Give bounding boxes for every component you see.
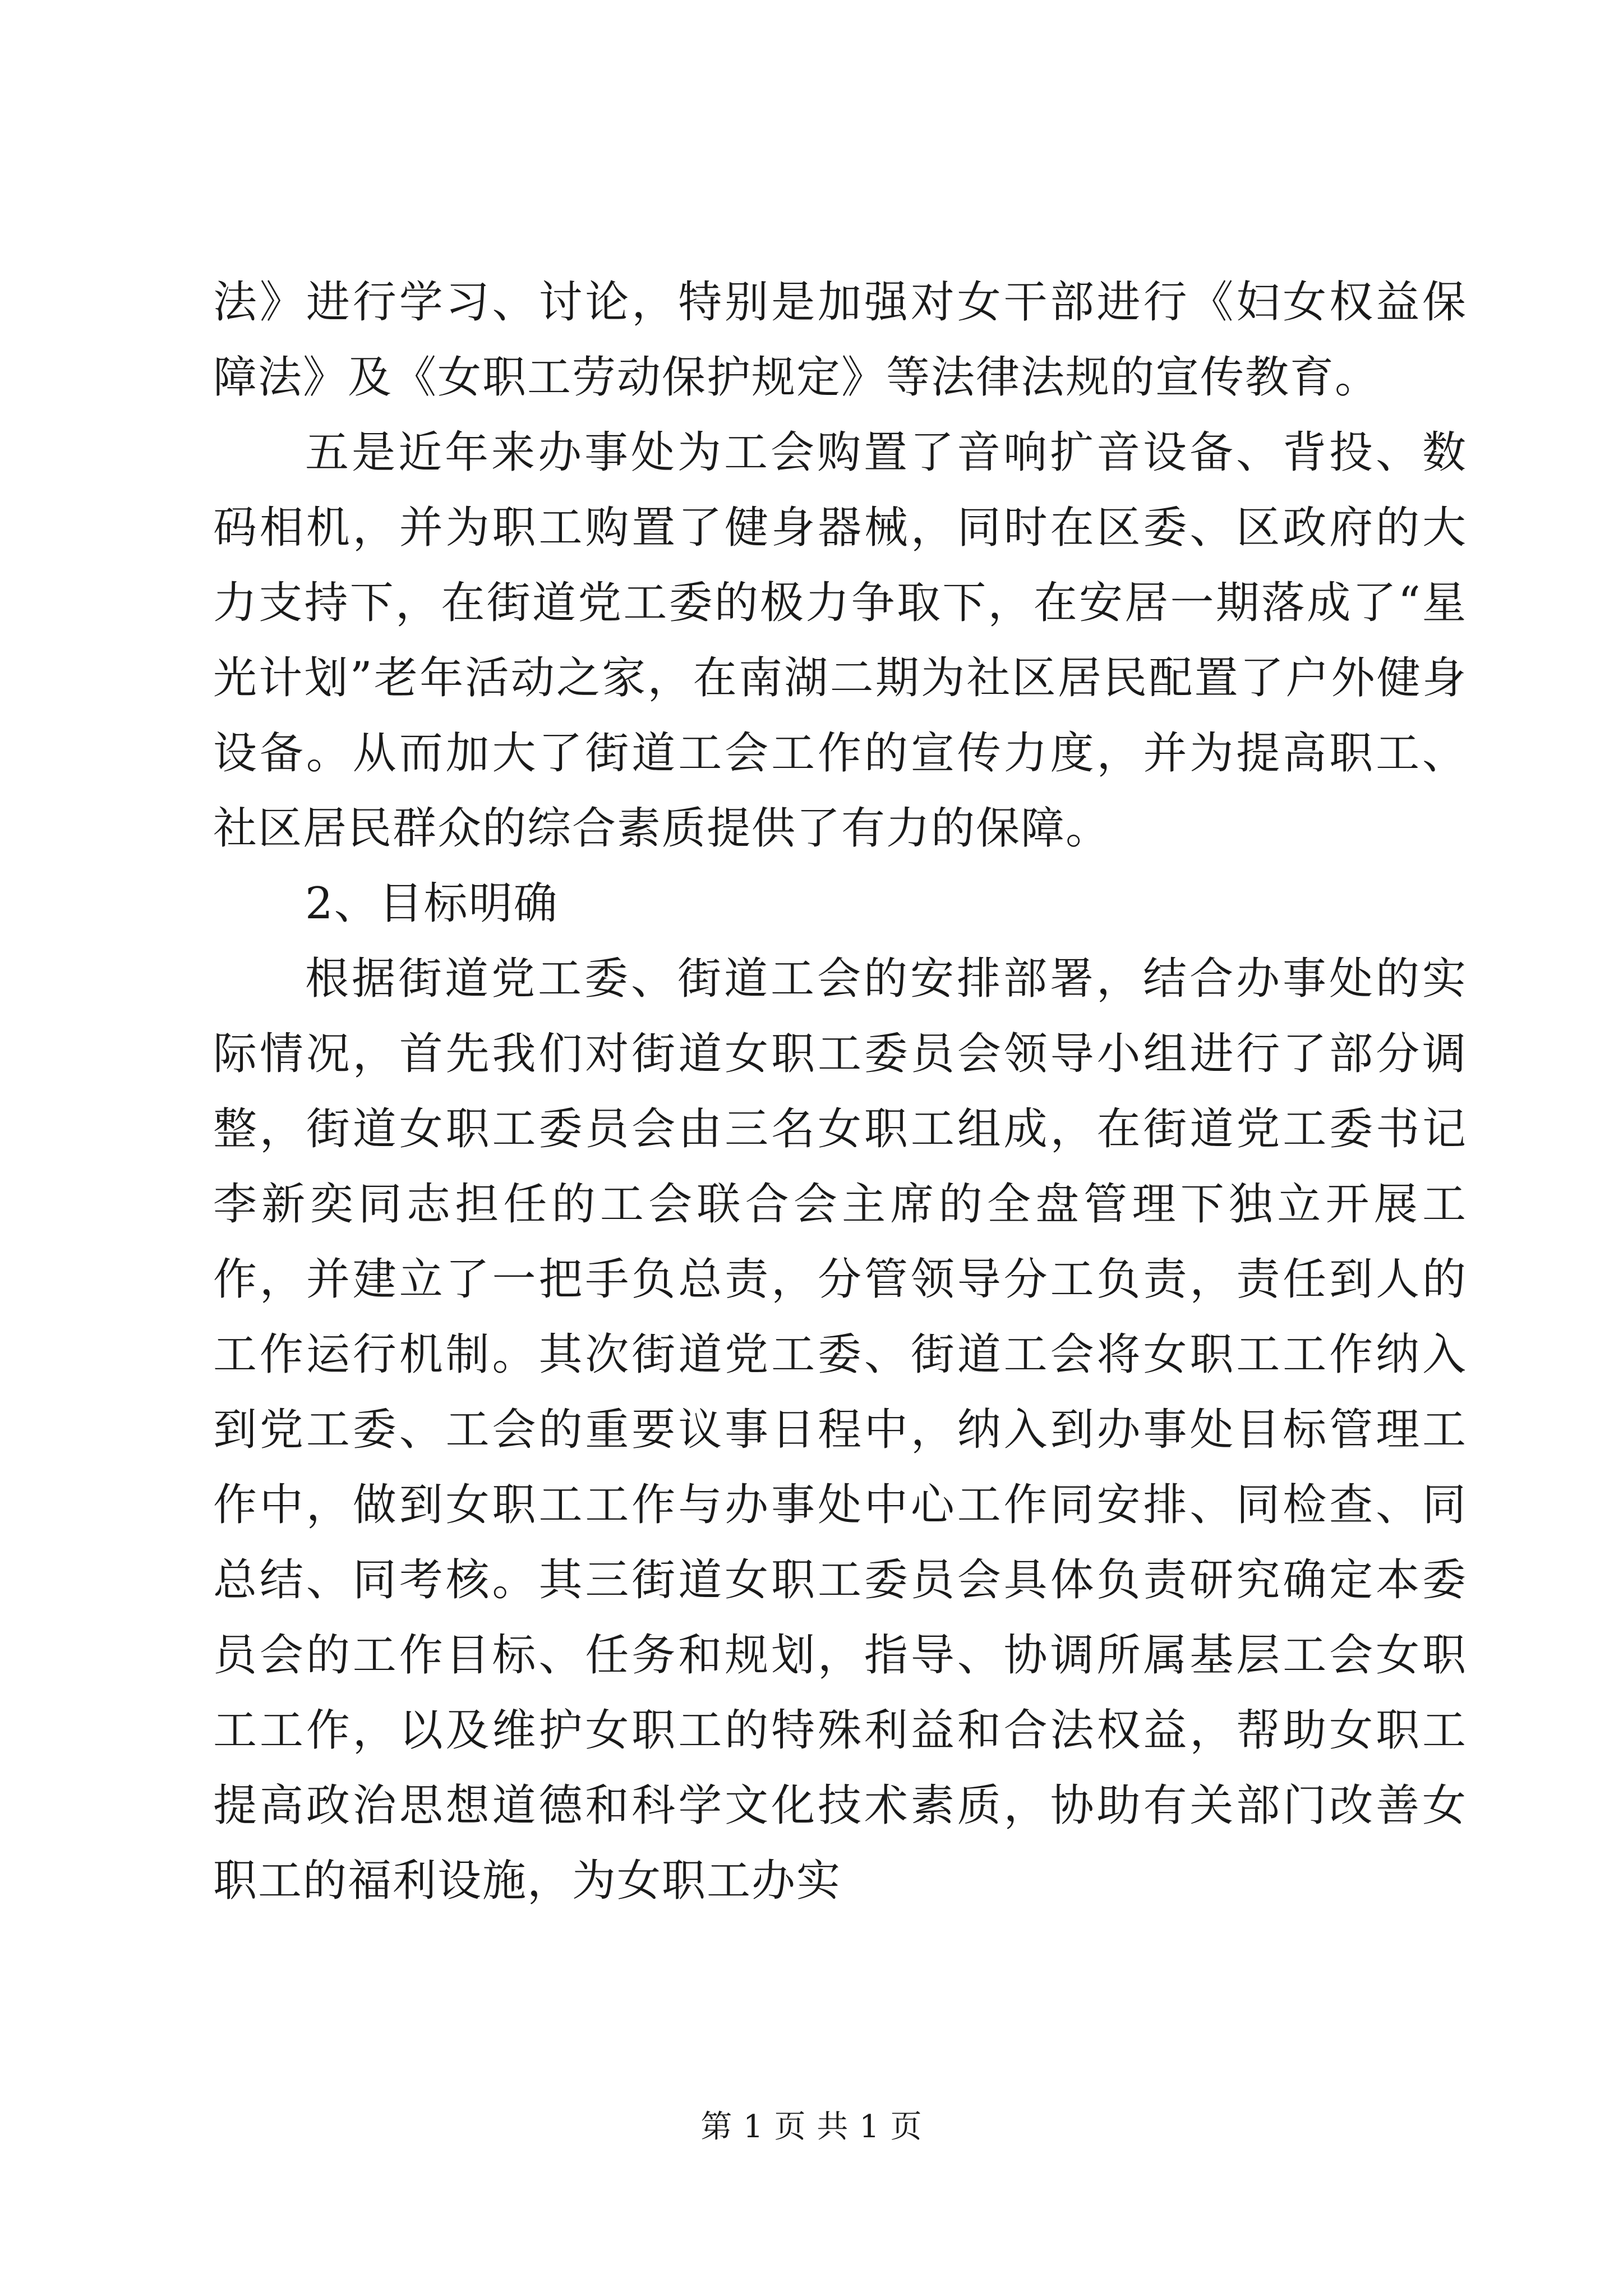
paragraph-continuation: 法》进行学习、讨论，特别是加强对女干部进行《妇女权益保障法》及《女职工劳动保护规定》等法律法规的宣传教育。 <box>213 277 1467 403</box>
paragraph-goals-body: 根据街道党工委、街道工会的安排部署，结合办事处的实际情况，首先我们对街道女职工委员会领导小组进行了部分调整，街道女职工委员会由三名女职工组成，在街道党工委书记李新奕同志担任的工会联合会主席的全盘管理下独立开展工作，并建立了一把手负总责，分管领导分工负责，责任到人的工作运行机制。其次街道党工委、街道工会将女职工工作纳入到党工委、工会的重要议事日程中，纳入到办事处目标管理工作中，做到女职工工作与办事处中心工作同安排、同检查、同总结、同考核。其三街道女职工委员会具体负责研究确定本委员会的工作目标、任务和规划，指导、协调所属基层工会女职工工作，以及维护女职工的特殊利益和合法权益，帮助女职工提高政治思想道德和科学文化技术素质，协助有关部门改善女职工的福利设施，为女职工办实 <box>213 954 1467 1906</box>
page-number-footer: 第 1 页 共 1 页 <box>700 2109 923 2145</box>
paragraph-item-five: 五是近年来办事处为工会购置了音响扩音设备、背投、数码相机，并为职工购置了健身器械，同时在区委、区政府的大力支持下，在街道党工委的极力争取下，在安居一期落成了“星光计划”老年活动之家，在南湖二期为社区居民配置了户外健身设备。从而加大了街道工会工作的宣传力度，并为提高职工、社区居民群众的综合素质提供了有力的保障。 <box>213 427 1467 854</box>
document-body <box>213 265 1467 1918</box>
section-heading-goals: 2、目标明确 <box>305 878 559 929</box>
